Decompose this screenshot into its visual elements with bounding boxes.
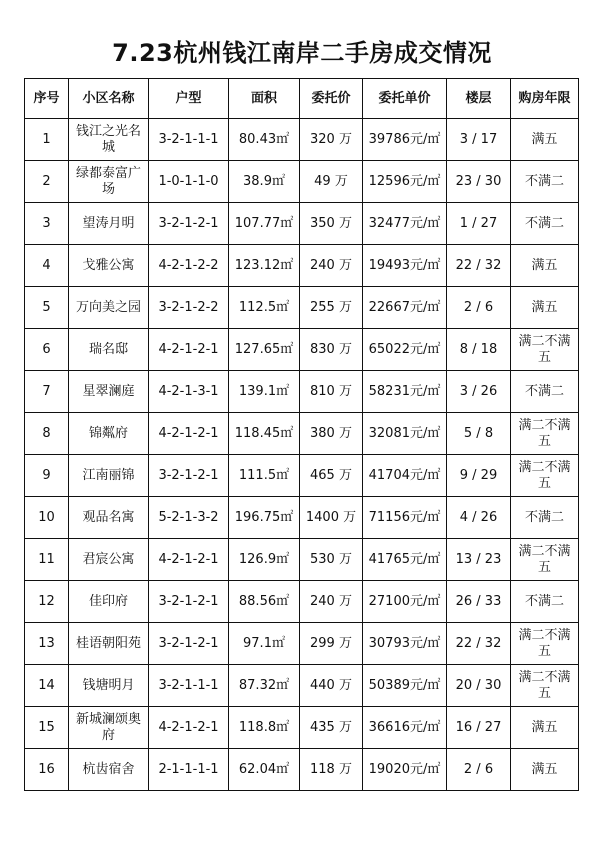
cell-unit-price: 65022元/㎡ [363,329,447,371]
cell-list-price: 255 万 [300,287,363,329]
header-unit-price: 委托单价 [363,79,447,119]
cell-area: 123.12㎡ [229,245,300,287]
cell-area: 118.8㎡ [229,707,300,749]
cell-holding-years: 满二不满五 [511,665,579,707]
cell-floor: 1 / 27 [447,203,511,245]
cell-holding-years: 满五 [511,749,579,791]
cell-area: 111.5㎡ [229,455,300,497]
cell-seq: 15 [25,707,69,749]
cell-holding-years: 满二不满五 [511,455,579,497]
cell-layout: 3-2-1-1-1 [149,665,229,707]
cell-community: 观品名寓 [69,497,149,539]
cell-floor: 20 / 30 [447,665,511,707]
cell-holding-years: 不满二 [511,581,579,623]
cell-floor: 4 / 26 [447,497,511,539]
cell-layout: 3-2-1-2-1 [149,581,229,623]
cell-seq: 14 [25,665,69,707]
cell-community: 绿都泰富广场 [69,161,149,203]
cell-area: 97.1㎡ [229,623,300,665]
cell-layout: 3-2-1-1-1 [149,119,229,161]
cell-layout: 1-0-1-1-0 [149,161,229,203]
table-row [25,287,579,329]
cell-floor: 3 / 17 [447,119,511,161]
cell-list-price: 49 万 [300,161,363,203]
cell-community: 星翠澜庭 [69,371,149,413]
cell-layout: 3-2-1-2-1 [149,623,229,665]
cell-community: 新城澜颂奥府 [69,707,149,749]
cell-layout: 4-2-1-3-1 [149,371,229,413]
cell-seq: 6 [25,329,69,371]
cell-holding-years: 满二不满五 [511,329,579,371]
cell-layout: 4-2-1-2-1 [149,329,229,371]
cell-holding-years: 满二不满五 [511,539,579,581]
header-area: 面积 [229,79,300,119]
cell-community: 锦粼府 [69,413,149,455]
cell-community: 钱江之光名城 [69,119,149,161]
cell-area: 87.32㎡ [229,665,300,707]
table-row [25,161,579,203]
cell-community: 桂语朝阳苑 [69,623,149,665]
cell-layout: 4-2-1-2-1 [149,539,229,581]
cell-floor: 5 / 8 [447,413,511,455]
cell-unit-price: 22667元/㎡ [363,287,447,329]
cell-holding-years: 满五 [511,119,579,161]
cell-area: 88.56㎡ [229,581,300,623]
cell-area: 38.9㎡ [229,161,300,203]
cell-layout: 3-2-1-2-2 [149,287,229,329]
cell-list-price: 380 万 [300,413,363,455]
header-floor: 楼层 [447,79,511,119]
cell-community: 杭齿宿舍 [69,749,149,791]
cell-unit-price: 50389元/㎡ [363,665,447,707]
table-header-row [25,79,579,119]
table-row [25,581,579,623]
cell-area: 127.65㎡ [229,329,300,371]
cell-layout: 4-2-1-2-2 [149,245,229,287]
cell-seq: 9 [25,455,69,497]
cell-list-price: 350 万 [300,203,363,245]
cell-seq: 8 [25,413,69,455]
table-row [25,371,579,413]
cell-list-price: 240 万 [300,245,363,287]
cell-layout: 5-2-1-3-2 [149,497,229,539]
header-holding-years: 购房年限 [511,79,579,119]
cell-list-price: 240 万 [300,581,363,623]
header-list-price: 委托价 [300,79,363,119]
cell-layout: 2-1-1-1-1 [149,749,229,791]
cell-list-price: 118 万 [300,749,363,791]
cell-unit-price: 32477元/㎡ [363,203,447,245]
cell-seq: 12 [25,581,69,623]
cell-community: 戈雅公寓 [69,245,149,287]
table-row [25,329,579,371]
cell-unit-price: 39786元/㎡ [363,119,447,161]
cell-unit-price: 12596元/㎡ [363,161,447,203]
table-row [25,749,579,791]
table-row [25,707,579,749]
cell-seq: 5 [25,287,69,329]
cell-unit-price: 41765元/㎡ [363,539,447,581]
cell-list-price: 1400 万 [300,497,363,539]
cell-holding-years: 不满二 [511,203,579,245]
cell-list-price: 320 万 [300,119,363,161]
cell-holding-years: 不满二 [511,371,579,413]
cell-seq: 3 [25,203,69,245]
cell-unit-price: 32081元/㎡ [363,413,447,455]
cell-seq: 7 [25,371,69,413]
cell-list-price: 440 万 [300,665,363,707]
cell-community: 佳印府 [69,581,149,623]
table-row [25,245,579,287]
cell-unit-price: 27100元/㎡ [363,581,447,623]
cell-community: 望涛月明 [69,203,149,245]
cell-unit-price: 19493元/㎡ [363,245,447,287]
cell-layout: 4-2-1-2-1 [149,707,229,749]
cell-floor: 9 / 29 [447,455,511,497]
cell-holding-years: 满五 [511,707,579,749]
cell-unit-price: 30793元/㎡ [363,623,447,665]
cell-community: 瑞名邸 [69,329,149,371]
cell-floor: 23 / 30 [447,161,511,203]
header-seq: 序号 [25,79,69,119]
cell-area: 118.45㎡ [229,413,300,455]
cell-area: 112.5㎡ [229,287,300,329]
cell-unit-price: 41704元/㎡ [363,455,447,497]
cell-floor: 26 / 33 [447,581,511,623]
header-community: 小区名称 [69,79,149,119]
cell-unit-price: 58231元/㎡ [363,371,447,413]
table-row [25,119,579,161]
cell-area: 139.1㎡ [229,371,300,413]
cell-list-price: 465 万 [300,455,363,497]
table-row [25,623,579,665]
cell-area: 196.75㎡ [229,497,300,539]
cell-community: 江南丽锦 [69,455,149,497]
cell-seq: 11 [25,539,69,581]
cell-list-price: 830 万 [300,329,363,371]
table-row [25,497,579,539]
cell-seq: 13 [25,623,69,665]
cell-holding-years: 满二不满五 [511,623,579,665]
cell-seq: 4 [25,245,69,287]
cell-community: 万向美之园 [69,287,149,329]
cell-seq: 1 [25,119,69,161]
cell-floor: 2 / 6 [447,749,511,791]
cell-layout: 3-2-1-2-1 [149,455,229,497]
header-layout: 户型 [149,79,229,119]
cell-layout: 3-2-1-2-1 [149,203,229,245]
table-row [25,665,579,707]
cell-floor: 22 / 32 [447,623,511,665]
cell-unit-price: 71156元/㎡ [363,497,447,539]
cell-holding-years: 不满二 [511,497,579,539]
table-row [25,455,579,497]
cell-area: 107.77㎡ [229,203,300,245]
cell-list-price: 299 万 [300,623,363,665]
cell-floor: 2 / 6 [447,287,511,329]
cell-unit-price: 36616元/㎡ [363,707,447,749]
cell-floor: 8 / 18 [447,329,511,371]
cell-layout: 4-2-1-2-1 [149,413,229,455]
cell-unit-price: 19020元/㎡ [363,749,447,791]
cell-holding-years: 不满二 [511,161,579,203]
cell-area: 80.43㎡ [229,119,300,161]
cell-area: 62.04㎡ [229,749,300,791]
cell-area: 126.9㎡ [229,539,300,581]
table-row [25,539,579,581]
cell-floor: 13 / 23 [447,539,511,581]
cell-list-price: 810 万 [300,371,363,413]
cell-seq: 2 [25,161,69,203]
cell-holding-years: 满五 [511,245,579,287]
table-row [25,413,579,455]
cell-list-price: 435 万 [300,707,363,749]
cell-holding-years: 满二不满五 [511,413,579,455]
cell-floor: 3 / 26 [447,371,511,413]
cell-seq: 10 [25,497,69,539]
cell-holding-years: 满五 [511,287,579,329]
cell-floor: 22 / 32 [447,245,511,287]
table-row [25,203,579,245]
cell-community: 钱塘明月 [69,665,149,707]
cell-list-price: 530 万 [300,539,363,581]
cell-floor: 16 / 27 [447,707,511,749]
page-title: 7.23杭州钱江南岸二手房成交情况 [112,39,492,67]
cell-community: 君宸公寓 [69,539,149,581]
cell-seq: 16 [25,749,69,791]
transactions-table [24,78,579,791]
